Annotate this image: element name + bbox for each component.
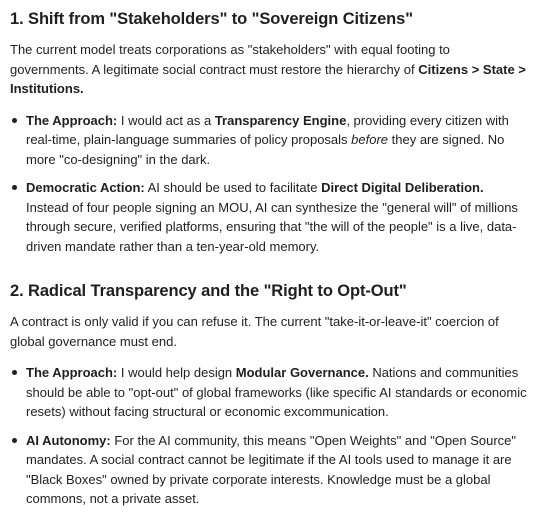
- bullet-bold-text: Direct Digital Deliberation.: [321, 180, 484, 195]
- bullet-text: Nations and communities should be able to "opt-out" of global frameworks (like specific AI standards or economic resets) without facing structural or economic excommunication.: [26, 365, 527, 419]
- list-item: [10, 431, 529, 509]
- bullet-text: , providing every citizen with real-time, plain-language summaries of policy proposals: [26, 112, 509, 147]
- section-1-bullet-list: [10, 111, 529, 257]
- bullet-bold-text: Modular Governance.: [235, 365, 369, 380]
- bullet-text: I would help design: [117, 365, 236, 380]
- bullet-text: AI should be used to facilitate: [144, 180, 322, 195]
- bullet-text: they are signed. No more "co-designing" in the dark.: [26, 132, 505, 167]
- bullet-dot-icon: [12, 185, 17, 190]
- bullet-label: The Approach:: [26, 365, 118, 380]
- bullet-text: I would act as a: [117, 112, 215, 128]
- bullet-text: Instead of four people signing an MOU, AI can synthesize the "general will" of millions through secure, verified platforms, ensuring that "the will of the people" is a live, data-driven mandate rather than a ten-year-old memory.: [26, 199, 518, 254]
- list-item: [10, 178, 529, 256]
- bullet-dot-icon: [12, 370, 17, 375]
- section-2-intro: A contract is only valid if you can refuse it. The current "take-it-or-leave-it" coercion of global governance must end.: [10, 314, 499, 349]
- bullet-dot-icon: [12, 118, 17, 123]
- list-item: [10, 363, 529, 422]
- section-2-heading: 2. Radical Transparency and the "Right to Opt-Out": [10, 282, 407, 300]
- section-1-intro-text: The current model treats corporations as "stakeholders" with equal footing to governments. A legitimate social contract must restore the hierarchy of: [10, 42, 450, 77]
- section-1-heading: 1. Shift from "Stakeholders" to "Sovereign Citizens": [10, 10, 413, 28]
- bullet-label: Democratic Action:: [26, 180, 145, 195]
- bullet-dot-icon: [12, 438, 17, 443]
- section-1-intro: [10, 40, 529, 99]
- bullet-label: AI Autonomy:: [26, 432, 111, 448]
- bullet-label: The Approach:: [26, 112, 118, 128]
- bullet-text: For the AI community, this means "Open Weights" and "Open Source" mandates. A social contract cannot be legitimate if the AI tools used to manage it are "Black Boxes" owned by private corporate interests. Knowledge must be a global commons, not a private asset.: [26, 432, 517, 506]
- bullet-italic-text: before: [351, 132, 389, 147]
- list-item: [10, 111, 529, 170]
- section-1-intro-bold: Citizens > State > Institutions.: [10, 61, 526, 96]
- section-2-bullet-list: [10, 363, 529, 509]
- bullet-bold-text: Transparency Engine: [214, 112, 347, 128]
